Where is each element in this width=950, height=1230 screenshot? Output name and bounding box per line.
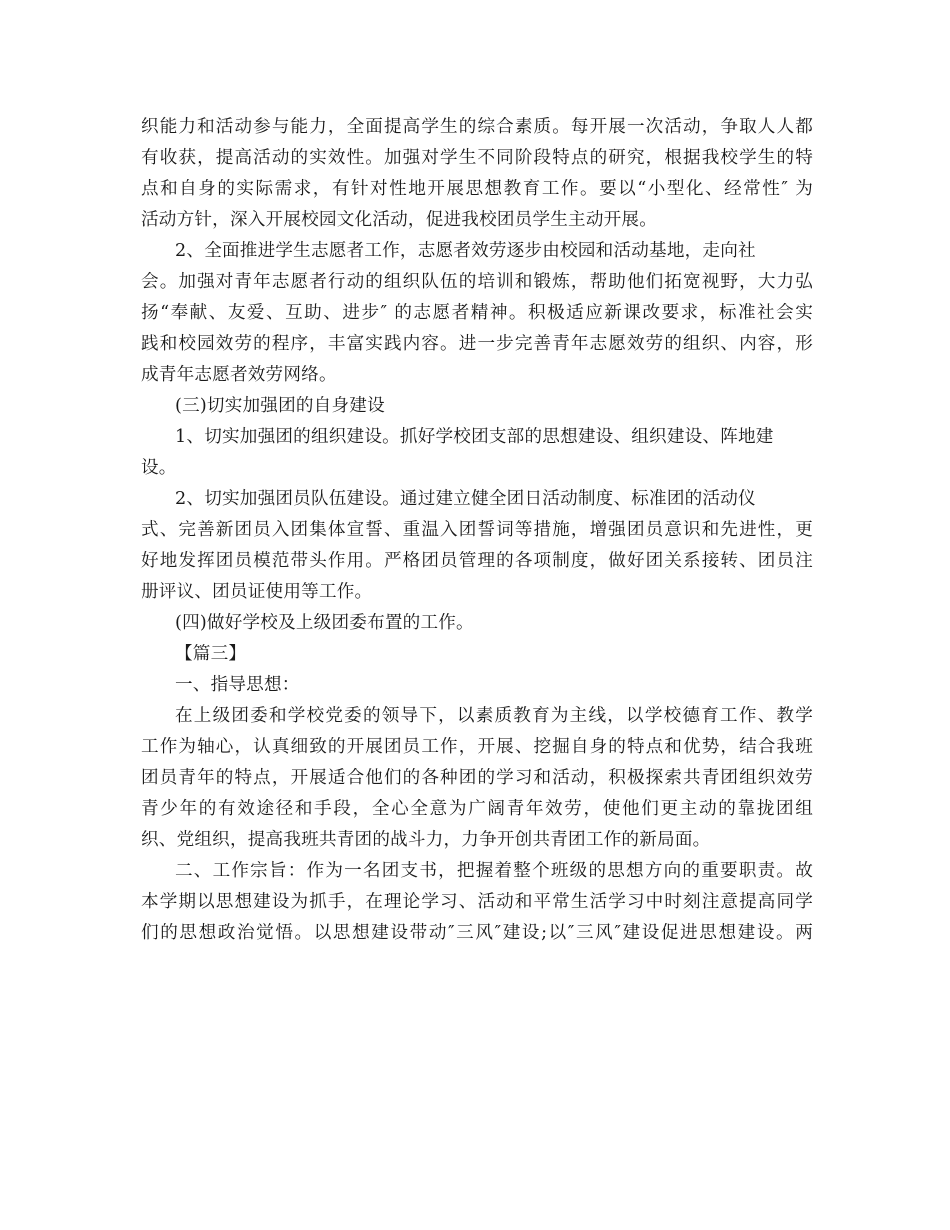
text-line: 活动方针，深入开展校园文化活动，促进我校团员学生主动开展。	[141, 210, 658, 230]
text-line: 点和自身的实际需求，有针对性地开展思想教育工作。要以“小型化、经常性″ 为	[141, 179, 813, 199]
chapter-heading: 【篇三】	[175, 644, 247, 664]
text-line: 式、完善新团员入团集体宣誓、重温入团誓词等措施，增强团员意识和先进性，更	[141, 520, 813, 540]
text-line: 好地发挥团员模范带头作用。严格团员管理的各项制度，做好团关系接转、团员注	[141, 551, 813, 571]
section-heading: 一、指导思想：	[175, 675, 300, 695]
text-line: 设。	[141, 458, 177, 478]
text-line: 工作为轴心，认真细致的开展团员工作，开展、挖掘自身的特点和优势，结合我班	[141, 737, 813, 757]
text-line: 成青年志愿者效劳网络。	[141, 365, 337, 385]
text-line: 本学期以思想建设为抓手，在理论学习、活动和平常生活学习中时刻注意提高同学	[141, 892, 813, 912]
paragraph-start-line: 2、全面推进学生志愿者工作，志愿者效劳逐步由校园和活动基地，走向社	[175, 241, 756, 261]
text-line: 织、党组织，提高我班共青团的战斗力，力争开创共青团工作的新局面。	[141, 830, 711, 850]
section-heading: (三)切实加强团的自身建设	[175, 396, 385, 416]
paragraph-start-line: 二、工作宗旨：作为一名团支书，把握着整个班级的思想方向的重要职责。故	[175, 861, 813, 881]
text-line: 团员青年的特点，开展适合他们的各种团的学习和活动，积极探索共青团组织效劳	[141, 768, 813, 788]
text-line: 们的思想政治觉悟。以思想建设带动″三风″建设;以″三风″建设促进思想建设。两	[141, 923, 813, 943]
text-line: 青少年的有效途径和手段，全心全意为广阔青年效劳，使他们更主动的靠拢团组	[141, 799, 813, 819]
text-line: 扬“奉献、友爱、互助、进步″ 的志愿者精神。积极适应新课改要求，标准社会实	[141, 303, 813, 323]
text-line: 织能力和活动参与能力，全面提高学生的综合素质。每开展一次活动，争取人人都	[141, 117, 813, 137]
section-heading: (四)做好学校及上级团委布置的工作。	[175, 613, 474, 633]
text-line: 会。加强对青年志愿者行动的组织队伍的培训和锻炼，帮助他们拓宽视野，大力弘	[141, 272, 813, 292]
document-body	[141, 112, 813, 949]
text-line: 册评议、团员证使用等工作。	[141, 582, 373, 602]
paragraph-start-line: 在上级团委和学校党委的领导下，以素质教育为主线，以学校德育工作、教学	[175, 706, 813, 726]
paragraph-start-line: 1、切实加强团的组织建设。抓好学校团支部的思想建设、组织建设、阵地建	[175, 427, 774, 447]
paragraph-start-line: 2、切实加强团员队伍建设。通过建立健全团日活动制度、标准团的活动仪	[175, 489, 756, 509]
text-line: 践和校园效劳的程序，丰富实践内容。进一步完善青年志愿效劳的组织、内容，形	[141, 334, 813, 354]
text-line: 有收获，提高活动的实效性。加强对学生不同阶段特点的研究，根据我校学生的特	[141, 148, 813, 168]
